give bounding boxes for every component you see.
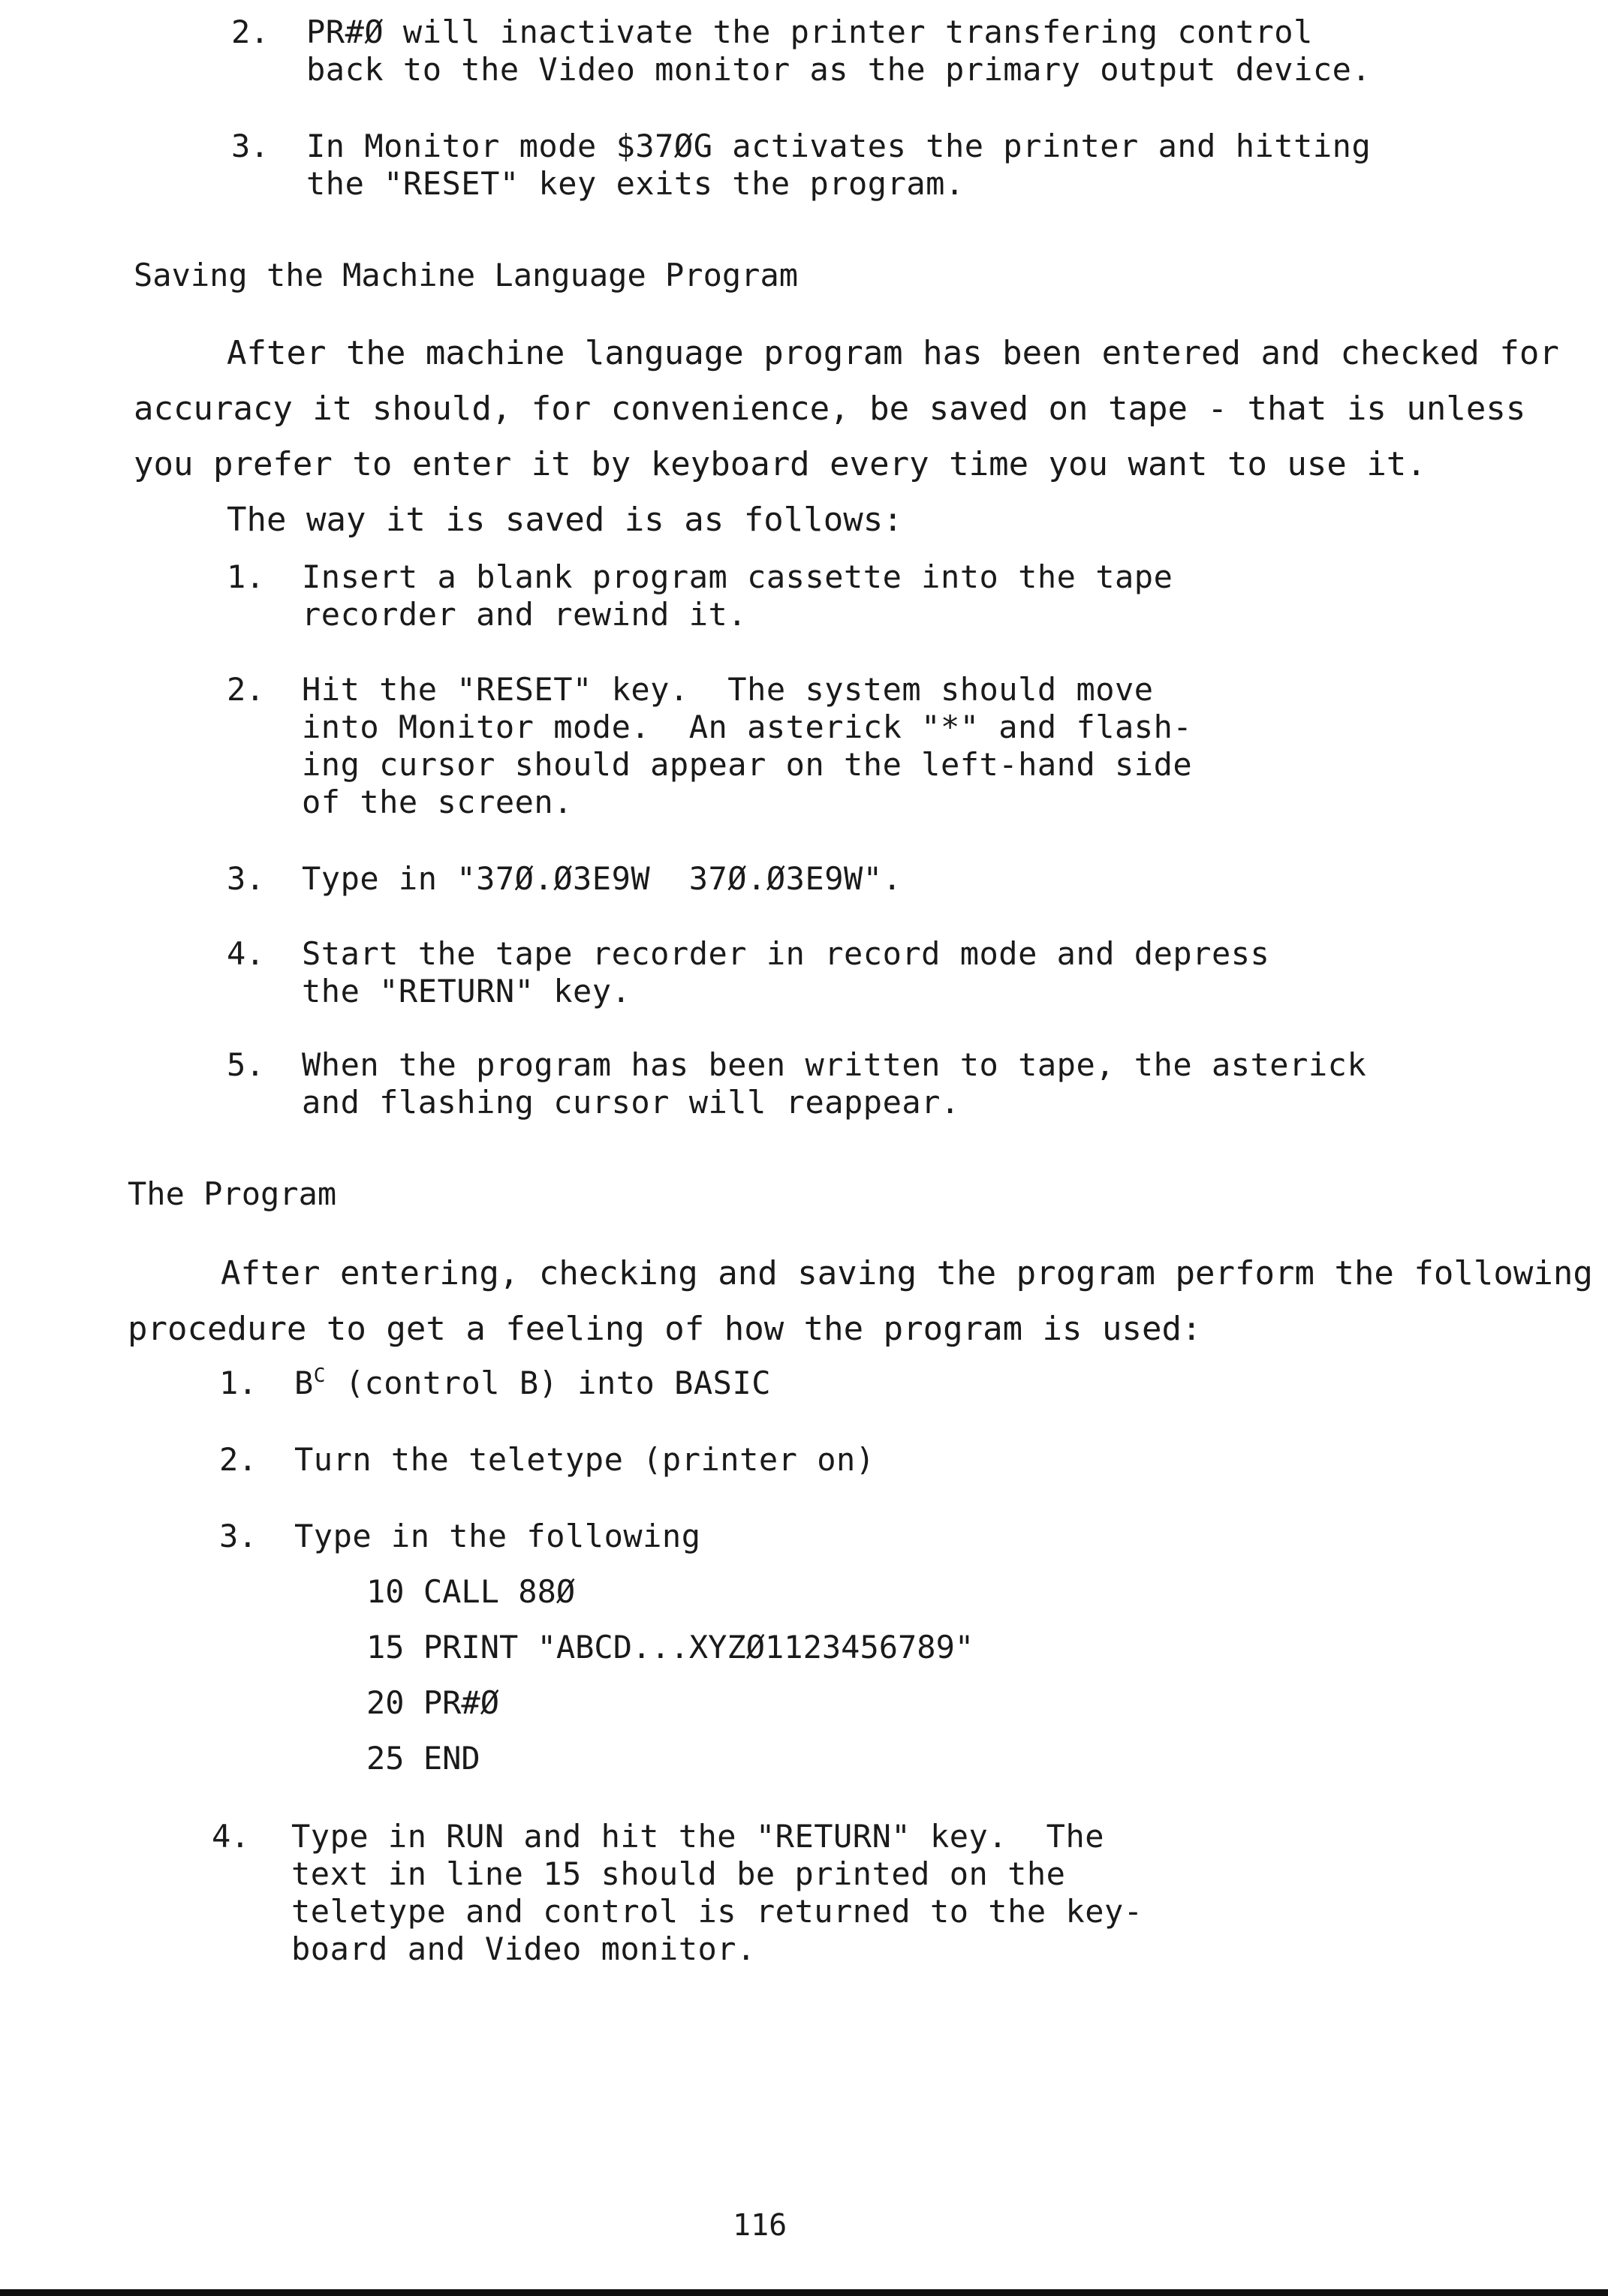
list-item-line: the "RETURN" key. xyxy=(302,973,631,1010)
list-number: 4. xyxy=(212,1818,250,1855)
paragraph-line: accuracy it should, for convenience, be saved on tape - that is unless xyxy=(134,390,1526,428)
list-number: 2. xyxy=(227,671,265,708)
list-item-line: When the program has been written to tape, the asterick xyxy=(302,1046,1367,1083)
paragraph-line: you prefer to enter it by keyboard every time you want to use it. xyxy=(134,445,1426,483)
list-number: 1. xyxy=(227,558,265,595)
list-item-line: and flashing cursor will reappear. xyxy=(302,1084,960,1121)
bottom-border xyxy=(0,2289,1608,2296)
list-item-line xyxy=(294,1365,771,1402)
list-item-line: into Monitor mode. An asterick "*" and flash- xyxy=(302,709,1193,745)
list-item-line: Type in "37Ø.Ø3E9W 37Ø.Ø3E9W". xyxy=(302,860,902,897)
list-item-line: teletype and control is returned to the key- xyxy=(291,1893,1143,1930)
control-key-superscript: C xyxy=(313,1365,326,1387)
paragraph-line: After the machine language program has been entered and checked for xyxy=(227,334,1559,372)
list-item-line: PR#Ø will inactivate the printer transfering control xyxy=(306,14,1313,50)
list-number: 4. xyxy=(227,935,265,972)
section-heading: Saving the Machine Language Program xyxy=(134,257,799,293)
list-item-line: Hit the "RESET" key. The system should move xyxy=(302,671,1154,708)
code-line: 15 PRINT "ABCD...XYZØ1123456789" xyxy=(366,1629,974,1666)
paragraph-line: After entering, checking and saving the program perform the following xyxy=(221,1254,1593,1292)
control-key-base: B xyxy=(294,1365,314,1401)
list-item-line: Type in RUN and hit the "RETURN" key. The xyxy=(291,1818,1105,1855)
list-item-line: board and Video monitor. xyxy=(291,1930,756,1967)
code-line: 25 END xyxy=(366,1740,480,1777)
list-item-line: Turn the teletype (printer on) xyxy=(294,1441,875,1478)
list-number: 1. xyxy=(219,1365,257,1401)
paragraph-line: procedure to get a feeling of how the program is used: xyxy=(128,1310,1202,1348)
list-item-line: the "RESET" key exits the program. xyxy=(306,165,965,202)
list-item-line: ing cursor should appear on the left-hand side xyxy=(302,746,1193,783)
list-item-line: back to the Video monitor as the primary output device. xyxy=(306,51,1372,88)
list-number: 3. xyxy=(227,860,265,897)
code-line: 10 CALL 88Ø xyxy=(366,1573,576,1610)
list-item-line: Type in the following xyxy=(294,1518,701,1554)
list-item-line: recorder and rewind it. xyxy=(302,596,748,633)
page-number: 116 xyxy=(733,2208,787,2243)
paragraph-line: The way it is saved is as follows: xyxy=(227,501,903,539)
list-number: 2. xyxy=(219,1441,257,1478)
list-number: 2. xyxy=(231,14,270,50)
list-item-line: text in line 15 should be printed on the xyxy=(291,1855,1066,1892)
code-line: 20 PR#Ø xyxy=(366,1684,500,1721)
list-number: 5. xyxy=(227,1046,265,1083)
list-item-line: In Monitor mode $37ØG activates the printer and hitting xyxy=(306,128,1372,164)
list-item-line: Start the tape recorder in record mode and depress xyxy=(302,935,1270,972)
section-heading: The Program xyxy=(128,1175,337,1212)
list-number: 3. xyxy=(219,1518,257,1554)
list-item-line: of the screen. xyxy=(302,784,574,820)
list-item-text: (control B) into BASIC xyxy=(325,1365,772,1401)
list-item-line: Insert a blank program cassette into the tape xyxy=(302,558,1173,595)
list-number: 3. xyxy=(231,128,270,164)
